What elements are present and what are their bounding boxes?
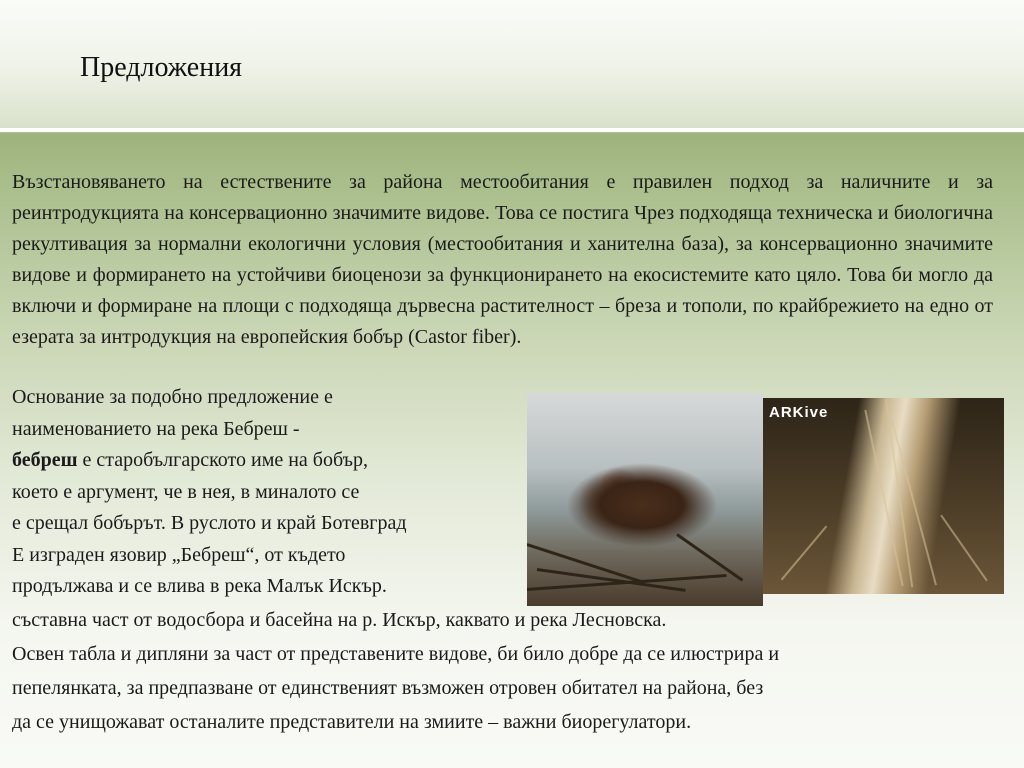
slide-title: Предложения: [80, 52, 243, 83]
bebresh-text-block: [12, 382, 522, 603]
text-line: наименованието на река Бебреш -: [12, 417, 300, 440]
beaver-in-water-photo: [527, 393, 763, 606]
text-line: Е изграден язовир „Бебреш“, от където: [12, 543, 346, 566]
closing-text-block: [12, 603, 1012, 739]
text-line: съставна част от водосбора и басейна на р. Искър, каквато и река Лесновска.: [12, 609, 667, 631]
intro-paragraph: Възстановяването на естествените за района местообитания е правилен подход за наличните и за реинтродукцията на консервационно значимите видове. Това се постига Чрез подходяща техническа и биологична рекултивация за нормални екологични условия (местообитания и ханителна база), за консервационно значимите видове и формирането на устойчиви биоценози за функционирането на екосистемите като цяло. Това би могло да включи и формиране на площи с подходяща дървесна растителност – бреза и тополи, по крайбрежието на едно от езерата за интродукция на европейския бобър (Castor fiber).: [12, 171, 993, 348]
text-line: е срещал бобърът. В руслото и край Ботевград: [12, 512, 407, 534]
gnawed-tree-photo: [763, 398, 1004, 594]
text-line: да се унищожават останалите представители на змиите – важни биорегулатори.: [12, 711, 692, 733]
text-line: продължава и се влива в река Малък Искър.: [12, 575, 387, 597]
text-line: Освен табла и дипляни за част от представените видове, би било добре да се илюстрира и: [12, 643, 780, 665]
text-fragment: е старобългарското име на бобър,: [77, 449, 368, 471]
arkive-watermark: ARKive: [769, 404, 829, 421]
wood-fiber: [940, 515, 988, 582]
bold-word-bebresh: бебреш: [12, 449, 78, 471]
wood-fiber: [885, 399, 913, 587]
title-divider: [0, 128, 1024, 132]
text-line: което е аргумент, че в нея, в миналото се: [12, 480, 360, 503]
wood-fiber: [781, 526, 828, 581]
text-line: пепелянката, за предпазване от единственият възможен отровен обитател на района, без: [12, 677, 764, 699]
text-line: Основание за подобно предложение е: [12, 386, 333, 408]
text-line: [12, 445, 522, 477]
